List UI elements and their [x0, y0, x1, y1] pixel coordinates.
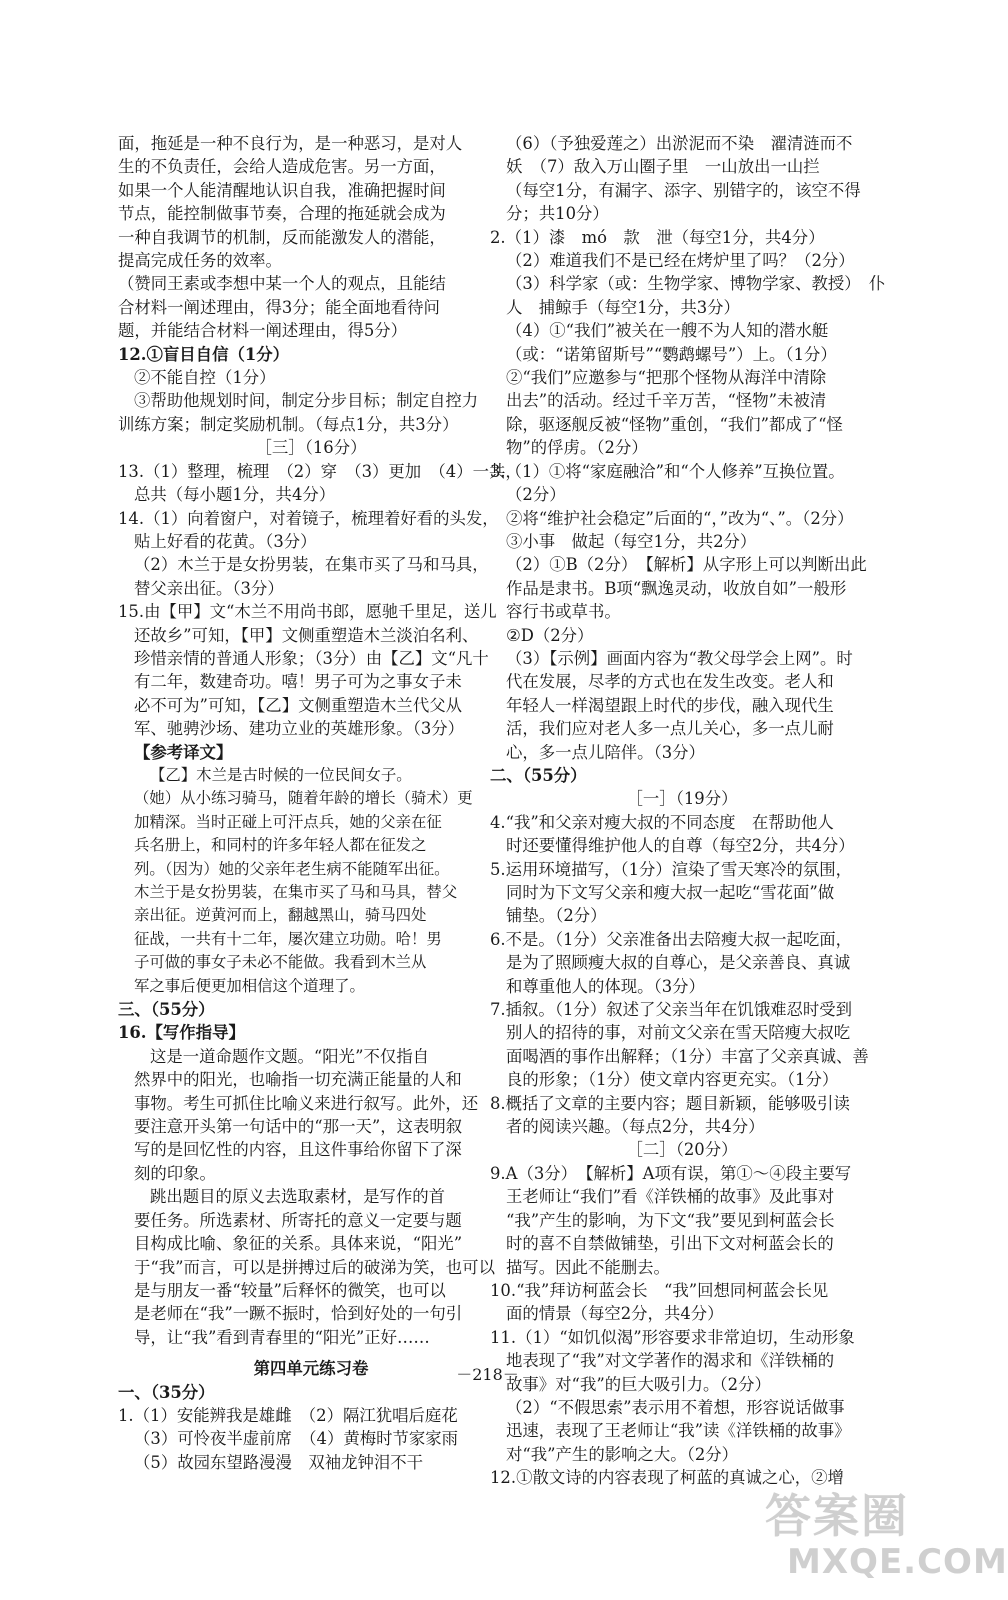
text-line: 代在发展，尽孝的方式也在发生改变。老人和	[506, 672, 834, 692]
text-line: 题，并能结合材料一阐述理由，得5分）	[118, 321, 408, 341]
translation-line: 【乙】木兰是古时候的一位民间女子。	[150, 765, 412, 784]
text-line: 妖 （7）敌入万山圈子里 一山放出一山拦	[506, 157, 820, 177]
text-line: 同时为下文写父亲和瘦大叔一起吃“雪花面”做	[506, 883, 835, 902]
answer-13: 13.（1）整理，梳理 （2）穿 （3）更加 （4）一共，	[118, 461, 522, 481]
answer-6: 6.不是。（1分）父亲准备出去陪瘦大叔一起吃面，	[490, 929, 853, 949]
text-line: 是与朋友一番“较量”后释怀的微笑，也可以	[134, 1280, 446, 1300]
text-line: 替父亲出征。（3分）	[134, 578, 284, 598]
answer-7: 7.插叙。（1分）叙述了父亲当年在饥饿难忍时受到	[490, 1000, 853, 1020]
text-line: 军、驰骋沙场、建功立业的英雄形象。（3分）	[134, 719, 465, 739]
answer-4: 4.“我”和父亲对瘦大叔的不同态度 在帮助他人	[490, 812, 834, 832]
text-line: 对“我”产生的影响之大。（2分）	[506, 1444, 739, 1464]
text-line: 面，拖延是一种不良行为，是一种恶习，是对人	[118, 134, 463, 153]
part-heading: 一、（35分）	[118, 1382, 215, 1402]
text-line: 跳出题目的原义去选取素材，是写作的首	[150, 1187, 446, 1207]
translation-line: 兵名册上，和同村的许多年轻人都在征发之	[134, 836, 427, 855]
answer-15: 15.由【甲】文“木兰不用尚书郎，愿驰千里足，送儿	[118, 602, 497, 622]
text-line: 分；共10分）	[506, 204, 609, 224]
text-line: （5）故园东望路漫漫 双袖龙钟泪不干	[134, 1452, 424, 1472]
answer-11: 11.（1）“如饥似渴”形容要求非常迫切，生动形象	[490, 1327, 855, 1347]
text-line: 珍惜亲情的普通人形象；（3分）由【乙】文“凡十	[134, 648, 489, 668]
translation-line: 列。（因为）她的父亲年老生病不能随军出征。	[134, 859, 450, 878]
text-line: 训练方案；制定奖励机制。（每点1分，共3分）	[118, 414, 459, 434]
text-line: ②将“维护社会稳定”后面的“，”改为“、”。（2分）	[506, 508, 854, 528]
text-line: 然界中的阳光，也喻指一切充满正能量的人和	[134, 1070, 462, 1090]
section-heading: ［一］（19分）	[626, 789, 738, 809]
text-line: 如果一个人能清醒地认识自我，准确把握时间	[118, 180, 446, 200]
watermark-logo	[765, 1480, 1008, 1590]
text-line: 描写。因此不能删去。	[506, 1257, 670, 1277]
text-line: 一种自我调节的机制，反而能激发人的潜能，	[118, 227, 446, 247]
text-line: 人 捕鲸手（每空1分，共3分）	[506, 297, 740, 317]
answer-12: 12.①盲目自信（1分）	[118, 344, 290, 364]
text-line: 这是一道命题作文题。“阳光”不仅指自	[150, 1046, 430, 1066]
answer-3: 3.（1）①将“家庭融洽”和“个人修养”互换位置。	[490, 461, 845, 481]
text-line: （3）【示例】画面内容为“教父母学会上网”。时	[506, 648, 853, 668]
text-line: ③小事 做起（每空1分，共2分）	[506, 531, 757, 551]
text-line: 时还要懂得维护他人的自尊（每空2分，共4分）	[506, 836, 855, 856]
text-line: 还故乡”可知，【甲】文侧重塑造木兰淡泊名利、	[134, 625, 479, 645]
answer-9: 9.A（3分） 【解析】A项有误，第①～④段主要写	[490, 1163, 852, 1183]
watermark-url: MXQE.COM	[787, 1542, 1008, 1582]
answer-16: 16.【写作指导】	[118, 1023, 245, 1043]
text-line: （或：“诺第留斯号”“鹦鹉螺号”）上。（1分）	[506, 344, 837, 364]
text-line: 贴上好看的花黄。（3分）	[134, 531, 317, 551]
text-line: ②不能自控（1分）	[134, 368, 276, 388]
text-line: 迅速，表现了王老师让“我”读《洋铁桶的故事》	[506, 1421, 851, 1441]
text-line: ②D（2分）	[506, 625, 594, 645]
text-line: （6）（予独爱莲之）出淤泥而不染 濯清涟而不	[506, 134, 853, 153]
text-line: 于“我”而言，可以是拼搏过后的破涕为笑，也可以	[134, 1257, 495, 1277]
text-line: （赞同王素或李想中某一个人的观点，且能结	[118, 274, 446, 294]
left-column	[118, 132, 522, 1474]
text-line: 有二年，数建奇功。嘻！男子可为之事女子未	[134, 672, 462, 692]
text-line: 作品是隶书。B项“飘逸灵动，收放自如”一般形	[506, 578, 847, 598]
unit-title: 第四单元练习卷	[253, 1359, 369, 1379]
translation-line: 子可做的事女子未必不能做。我看到木兰从	[134, 953, 427, 972]
text-line: 要注意开头第一句话中的“那一天”，这表明叙	[134, 1117, 463, 1137]
text-line: 目构成比喻、象征的关系。具体来说，“阳光”	[134, 1234, 463, 1254]
text-line: 事物。考生可抓住比喻义来进行叙写。此外，还	[134, 1093, 479, 1113]
text-line: 提高完成任务的效率。	[118, 251, 282, 271]
text-line: ②“我们”应邀参与“把那个怪物从海洋中清除	[506, 368, 827, 388]
text-line: 者的阅读兴趣。（每点2分，共4分）	[506, 1117, 765, 1137]
text-line: 别人的招待的事，对前文父亲在雪天陪瘦大叔吃	[506, 1023, 851, 1043]
text-line: 心，多一点儿陪伴。（3分）	[506, 742, 705, 762]
text-line: （2）①B（2分） 【解析】从字形上可以判断出此	[506, 555, 867, 575]
text-line: 王老师让“我们”看《洋铁桶的故事》及此事对	[506, 1187, 835, 1207]
text-line: 良的形象；（1分）使文章内容更充实。（1分）	[506, 1070, 839, 1090]
text-line: （3）可怜夜半虚前席 （4）黄梅时节家家雨	[134, 1429, 459, 1449]
text-line: 生的不负责任，会给人造成危害。另一方面，	[118, 157, 446, 177]
text-line: （2）木兰于是女扮男装，在集市买了马和马具，	[134, 555, 489, 575]
text-line: 和尊重他人的体现。（3分）	[506, 976, 705, 996]
text-line: （2分）	[506, 485, 566, 505]
text-line: 时的喜不自禁做铺垫，引出下文对柯蓝会长的	[506, 1234, 834, 1254]
text-line: 出去”的活动。经过千辛万苦，“怪物”未被清	[506, 391, 827, 411]
text-line: 年轻人一样渴望跟上时代的步伐，融入现代生	[506, 695, 834, 715]
text-line: （2）“不假思索”表示用不着想，形容说话做事	[506, 1397, 845, 1417]
text-line: 地表现了“我”对文学著作的渴求和《洋铁桶的	[506, 1351, 835, 1371]
translation-heading: 【参考译文】	[134, 742, 233, 762]
answer-5: 5.运用环境描写，（1分）渲染了雪天寒冷的氛围，	[490, 859, 853, 879]
text-line: 总共（每小题1分，共4分）	[134, 485, 336, 505]
watermark-text: 答案圈	[765, 1489, 909, 1543]
text-line: “我”产生的影响，为下文“我”要见到柯蓝会长	[506, 1210, 835, 1230]
translation-line: 亲出征。逆黄河而上，翻越黑山，骑马四处	[134, 906, 427, 925]
text-line: 物”的俘虏。（2分）	[506, 438, 648, 458]
section-heading: ［二］（20分）	[626, 1140, 738, 1160]
text-line: 面的情景（每空2分，共4分）	[506, 1304, 724, 1324]
text-line: 是为了照顾瘦大叔的自尊心，是父亲善良、真诚	[506, 953, 851, 973]
text-line: 合材料一阐述理由，得3分；能全面地看待问	[118, 297, 440, 317]
text-line: （2）难道我们不是已经在烤炉里了吗？（2分）	[506, 251, 855, 271]
text-line: ③帮助他规划时间，制定分步目标；制定自控力	[134, 391, 479, 411]
page-number: －218－	[456, 1365, 519, 1384]
answer-12b: 12.①散文诗的内容表现了柯蓝的真诚之心，②增	[490, 1468, 844, 1488]
part-heading: 三、（55分）	[118, 1000, 215, 1020]
translation-line: 征战，一共有十二年，屡次建立功勋。哈！男	[134, 929, 442, 948]
text-line: 是老师在“我”一蹶不振时，恰到好处的一句引	[134, 1304, 463, 1324]
text-line: 写的是回忆性的内容，且这件事给你留下了深	[134, 1140, 462, 1160]
text-line: 除，驱逐舰反被“怪物”重创，“我们”都成了“怪	[506, 414, 843, 434]
text-line: 铺垫。（2分）	[506, 906, 607, 926]
text-line: 节点，能控制做事节奏，合理的拖延就会成为	[118, 204, 446, 224]
part-heading: 二、（55分）	[490, 765, 587, 785]
translation-line: 军之事后便更加相信这个道理了。	[134, 976, 365, 995]
right-column	[490, 132, 886, 1490]
text-line: 必不可为”可知，【乙】文侧重塑造木兰代父从	[134, 695, 462, 715]
answer-1: 1.（1）安能辨我是雄雌 （2）隔江犹唱后庭花	[118, 1405, 458, 1425]
answer-2: 2.（1）漆 mó 款 泄（每空1分，共4分）	[490, 227, 825, 247]
text-line: （4）①“我们”被关在一艘不为人知的潜水艇	[506, 321, 829, 341]
text-line: （每空1分，有漏字、添字、别错字的，该空不得	[506, 180, 861, 200]
translation-line: 加精深。当时正碰上可汗点兵，她的父亲在征	[134, 812, 442, 831]
translation-line: （她）从小练习骑马，随着年龄的增长（骑术）更	[134, 789, 473, 808]
answer-10: 10.“我”拜访柯蓝会长 “我”回想同柯蓝会长见	[490, 1280, 829, 1300]
text-line: 故事》对“我”的巨大吸引力。（2分）	[506, 1374, 771, 1394]
text-line: 导，让“我”看到青春里的“阳光”正好……	[134, 1327, 430, 1347]
translation-line: 木兰于是女扮男装，在集市买了马和马具，替父	[134, 883, 458, 901]
text-line: 要任务。所选素材、所寄托的意义一定要与题	[134, 1210, 462, 1230]
answer-14: 14.（1）向着窗户，对着镜子，梳理着好看的头发，	[118, 508, 499, 528]
text-line: 面喝酒的事作出解释；（1分）丰富了父亲真诚、善	[506, 1046, 869, 1066]
text-line: 活，我们应对老人多一点儿关心，多一点儿耐	[506, 719, 834, 739]
section-heading: ［三］（16分）	[255, 438, 367, 458]
text-line: 容行书或草书。	[506, 602, 621, 622]
text-line: （3）科学家（或：生物学家、博物学家、教授） 仆	[506, 274, 886, 294]
answer-8: 8.概括了文章的主要内容；题目新颖，能够吸引读	[490, 1093, 850, 1113]
text-line: 刻的印象。	[134, 1163, 216, 1183]
